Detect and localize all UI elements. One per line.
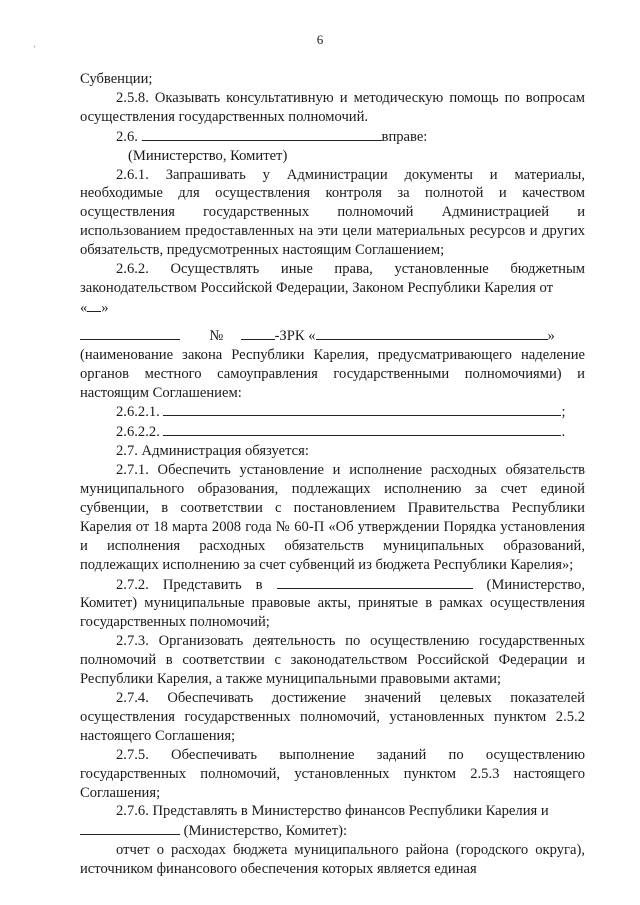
blank-right-1	[163, 402, 561, 416]
ministry-caption: (Министерство, Комитет)	[128, 147, 288, 164]
quote-open: «	[80, 299, 88, 316]
corner-mark: '	[34, 44, 36, 54]
paragraph-2-7-2	[80, 575, 585, 633]
period: .	[561, 424, 566, 441]
ministry-caption-2: (Министерство, Комитет):	[183, 823, 348, 840]
paragraph-2-5-8: 2.5.8. Оказывать консультативную и методическую помощь по вопросам осуществления государственных полномочий.	[80, 89, 585, 125]
blank-law-title	[316, 326, 548, 340]
blank-ministry-2-7-6	[80, 821, 180, 835]
clause-2-7-2-end: (Министерство, Комитет) муниципальные правовые акты, принятые в рамках осуществления государственных полномочий;	[80, 576, 585, 631]
law-title-close: »	[547, 327, 555, 344]
paragraph-2-6-1: 2.6.1. Запрашивать у Администрации документы и материалы, необходимые для осуществления контроля за полнотой и качеством осуществления государственных полномочий Администрацией и использованием предоставленных на эти цели материальных ресурсов и других обязательств, предусмотренных настоящим Соглашением;	[80, 166, 585, 259]
number-sign: №	[209, 327, 224, 344]
paragraph-2-7-6: 2.7.6. Представлять в Министерство финансов Республики Карелия и	[116, 803, 549, 820]
paragraph-2-7-3: 2.7.3. Организовать деятельность по осуществлению государственных полномочий в соответствии с законодательством Российской Федерации и Республики Карелия, а также муниципальными правовыми актами;	[80, 633, 585, 688]
page-number: 6	[316, 32, 324, 47]
law-suffix: -ЗРК «	[274, 327, 316, 344]
paragraph-2-7-5: 2.7.5. Обеспечивать выполнение заданий по осуществлению государственных полномочий, установленных пунктом 2.5.3 настоящего Соглашения;	[80, 746, 585, 801]
quote-close: »	[101, 299, 109, 316]
blank-ministry-2-7-2	[277, 575, 473, 589]
ministry-blank-line	[80, 821, 585, 841]
clause-number-2-6: 2.6.	[116, 128, 138, 145]
paragraph-2-6	[80, 127, 585, 147]
paragraph-2-7: 2.7. Администрация обязуется:	[116, 443, 309, 460]
paragraph-subventions: Субвенции;	[80, 71, 153, 87]
blank-law-date	[80, 326, 180, 340]
blank-right-2	[163, 422, 561, 436]
blank-law-number	[241, 326, 275, 340]
paragraph-2-6-2-2	[80, 422, 585, 442]
law-date-line	[80, 298, 585, 318]
clause-number-2-6-2-1: 2.6.2.1.	[116, 404, 160, 421]
semicolon: ;	[561, 404, 566, 421]
clause-number-2-6-2-2: 2.6.2.2.	[116, 424, 160, 441]
law-number-line	[80, 326, 585, 346]
clause-2-6-text: вправе:	[381, 128, 428, 145]
paragraph-2-6-2: 2.6.2. Осуществлять иные права, установленные бюджетным законодательством Российской Федерации, Законом Республики Карелия от	[80, 261, 585, 296]
law-name-caption: (наименование закона Республики Карелия, предусматривающего наделение органов местного самоуправления государственными полномочиями) и настоящим Соглашением:	[80, 346, 585, 401]
paragraph-2-7-1: 2.7.1. Обеспечить установление и исполнение расходных обязательств муниципального образования, подлежащих исполнению за счет единой субвенции, в соответствии с постановлением Правительства Республики Карелия от 18 марта 2008 года № 60-П «Об утверждении Порядка установления и исполнения расходных обязательств муниципальных образований, подлежащих исполнению за счет субвенций из бюджета Республики Карелия»;	[80, 462, 585, 573]
paragraph-report: отчет о расходах бюджета муниципального района (городского округа), источником финансового обеспечения которых является единая	[80, 842, 585, 878]
blank-ministry-name	[142, 127, 382, 141]
clause-2-7-2-start: 2.7.2. Представить в	[116, 576, 263, 593]
blank-day	[87, 298, 101, 312]
document-body	[80, 70, 585, 879]
paragraph-2-6-2-1	[80, 402, 585, 422]
paragraph-2-7-4: 2.7.4. Обеспечивать достижение значений целевых показателей осуществления государственных полномочий, установленных пунктом 2.5.2 настоящего Соглашения;	[80, 690, 585, 744]
